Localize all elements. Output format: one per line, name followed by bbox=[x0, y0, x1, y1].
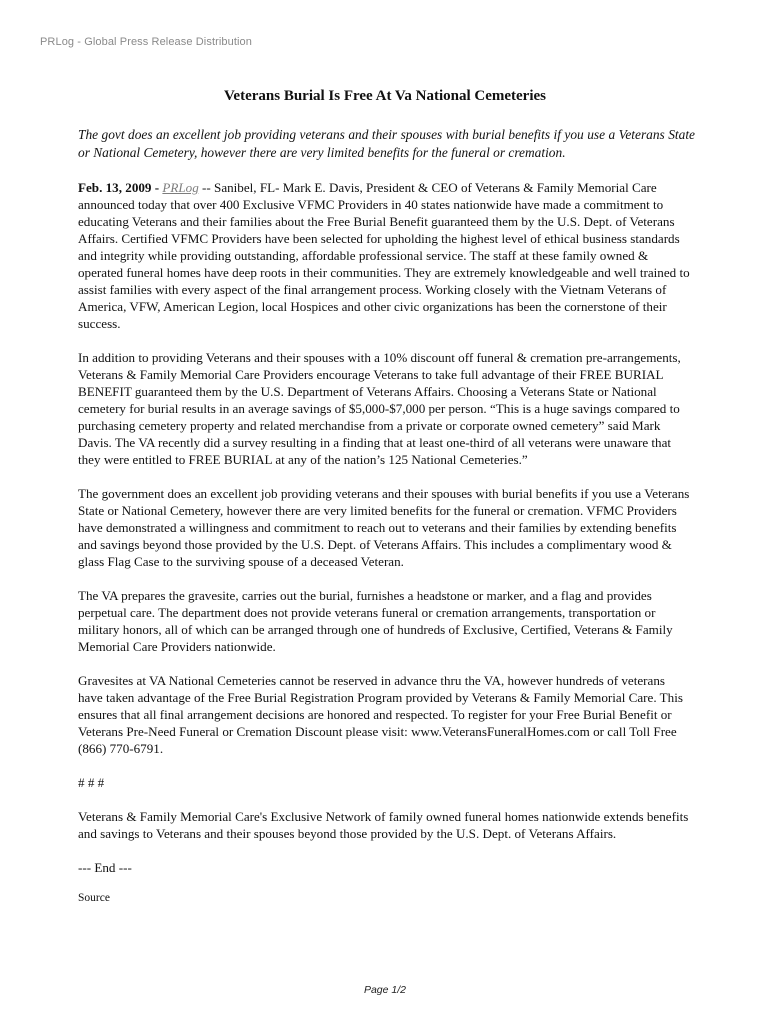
section-break: # # # bbox=[78, 775, 105, 790]
end-marker: --- End --- bbox=[78, 860, 132, 875]
lead-paragraph bbox=[78, 179, 692, 332]
lead-text: -- Sanibel, FL- Mark E. Davis, President & CEO of Veterans & Family Memorial Care announced today that over 400 Exclusive VFMC Providers in 40 states nationwide have made a commitment to educating Veterans and their families about the Free Burial Benefit guaranteed them by the U.S. Dept. of Veterans Affairs. Certified VFMC Providers have been selected for upholding the highest level of ethical business standards and integrity while providing outstanding, affordable professional service. The staff at these family owned & operated funeral homes have deep roots in their communities. They are extremely knowledgeable and well trained to assist families with every aspect of the final arrangement process. Working closely with the Vietnam Veterans of America, VFW, American Legion, local Hospices and other civic organizations has been the cornerstone of their success. bbox=[78, 180, 690, 331]
page-indicator: Page 1/2 bbox=[363, 984, 407, 996]
release-summary: The govt does an excellent job providing veterans and their spouses with burial benefits if you use a Veterans State or National Cemetery, however there are very limited benefits for the funeral or cremation. bbox=[78, 127, 695, 160]
body-paragraph-gravesites: Gravesites at VA National Cemeteries cannot be reserved in advance thru the VA, however hundreds of veterans have taken advantage of the Free Burial Registration Program provided by Veterans & Family Memorial Care. This ensures that all final arrangement decisions are honored and respected. To register for your Free Burial Benefit or Veterans Pre-Need Funeral or Cremation Discount please visit: www.VeteransFuneralHomes.com or call Toll Free (866) 770-6791. bbox=[78, 673, 683, 756]
source-label: Source bbox=[78, 892, 110, 904]
release-body bbox=[78, 179, 692, 924]
prlog-link[interactable]: PRLog bbox=[162, 180, 199, 195]
body-paragraph-network: Veterans & Family Memorial Care's Exclusive Network of family owned funeral homes nationwide extends benefits and savings to Veterans and their spouses beyond those provided by the U.S. Dept. of Veterans Affairs. bbox=[78, 809, 689, 841]
body-paragraph-government: The government does an excellent job providing veterans and their spouses with burial benefits if you use a Veterans State or National Cemetery, however there are very limited benefits for the funeral or cremation. VFMC Providers have demonstrated a willingness and commitment to reach out to veterans and their families by extending benefits and savings beyond those provided by the U.S. Dept. of Veterans Affairs. This includes a complimentary wood & glass Flag Case to the surviving spouse of a deceased Veteran. bbox=[78, 486, 690, 569]
release-date: Feb. 13, 2009 bbox=[78, 180, 152, 195]
body-paragraph-va-services: The VA prepares the gravesite, carries out the burial, furnishes a headstone or marker, and a flag and provides perpetual care. The department does not provide veterans funeral or cremation arrangements, transportation or military honors, all of which can be arranged through one of hundreds of Exclusive, Certified, Veterans & Family Memorial Care Providers nationwide. bbox=[78, 588, 673, 654]
date-separator: - bbox=[151, 180, 163, 195]
body-paragraph-discount: In addition to providing Veterans and their spouses with a 10% discount off funeral & cremation pre-arrangements, Veterans & Family Memorial Care Providers encourage Veterans to take full advantage of their FREE BURIAL BENEFIT guaranteed them by the U.S. Department of Veterans Affairs. Choosing a Veterans State or National cemetery for burial results in an average savings of $5,000-$7,000 per person. “This is a huge savings compared to purchasing cemetery property and related merchandise from a private or corporate owned cemetery” said Mark Davis. The VA recently did a survey resulting in a finding that at least one-third of all veterans were unaware that they were entitled to FREE BURIAL at any of the nation’s 125 National Cemeteries.” bbox=[78, 350, 681, 467]
site-header-label: PRLog - Global Press Release Distribution bbox=[40, 36, 252, 48]
release-title: Veterans Burial Is Free At Va National Cemeteries bbox=[223, 88, 547, 104]
